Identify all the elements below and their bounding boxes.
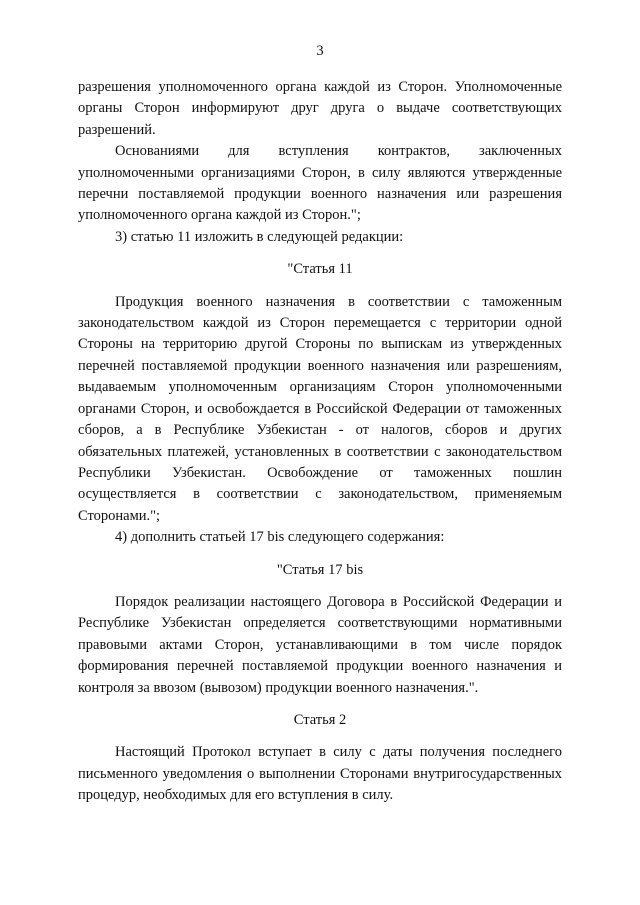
paragraph-contract-grounds: Основаниями для вступления контрактов, заключенных уполномоченными организациями Сторон, в силу являются утвержденные перечни поставляемой продукции военного назначения или разрешения уполномоченного органа каждой из Сторон."; bbox=[78, 143, 562, 224]
paragraph-article-11-text: Продукция военного назначения в соответствии с таможенным законодательством каждой из Сторон перемещается с территории одной Стороны на территорию другой Стороны по выпискам из утвержденных перечней поставляемой продукции военного назначения или разрешениям, выдаваемым уполномоченным организациям Сторон уполномоченными органами Сторон, и освобождается в Российской Федерации от таможенных сборов, а в Республике Узбекистан - от налогов, сборов и других обязательных платежей, установленных в соответствии с законодательством Республики Узбекистан. Освобождение от таможенных пошлин осуществляется в соответствии с законодательством, применяемым Сторонами."; bbox=[78, 293, 562, 524]
heading-article-17bis: "Статья 17 bis bbox=[276, 561, 364, 578]
page-number: 3 bbox=[316, 43, 324, 59]
paragraph-entry-into-force: Настоящий Протокол вступает в силу с даты получения последнего письменного уведомления о выполнении Сторонами внутригосударственных процедур, необходимых для его вступления в силу. bbox=[78, 744, 562, 804]
paragraph-amend-article-11: 3) статью 11 изложить в следующей редакции: bbox=[115, 228, 404, 245]
paragraph-permits-continuation: разрешения уполномоченного органа каждой из Сторон. Уполномоченные органы Сторон информируют друг друга о выдаче соответствующих разрешений. bbox=[78, 79, 562, 138]
document-body bbox=[78, 77, 562, 807]
paragraph-add-article-17bis: 4) дополнить статьей 17 bis следующего содержания: bbox=[115, 529, 445, 546]
heading-article-11: "Статья 11 bbox=[287, 261, 353, 278]
paragraph-article-17bis-text: Порядок реализации настоящего Договора в Российской Федерации и Республике Узбекистан определяется соответствующими нормативными правовыми актами Сторон, устанавливающими в том числе порядок формирования перечней поставляемой продукции военного назначения и контроля за ввозом (вывозом) продукции военного назначения.". bbox=[78, 593, 562, 696]
heading-article-2: Статья 2 bbox=[293, 711, 347, 728]
